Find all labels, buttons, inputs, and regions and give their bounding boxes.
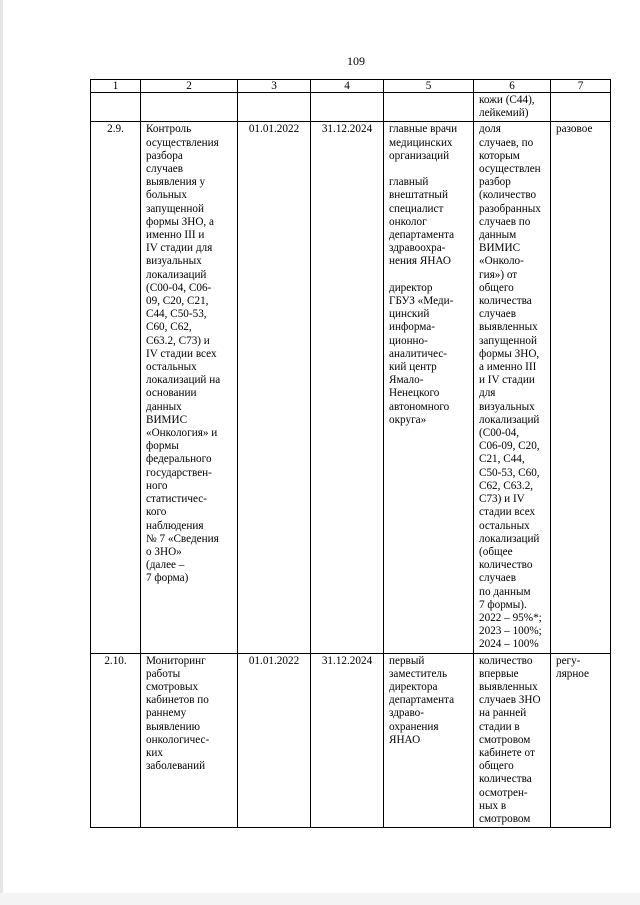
text-line: С63.2, С73) и xyxy=(146,334,210,347)
text-line: формы ЗНО, xyxy=(479,347,540,360)
indicator-cell xyxy=(474,653,551,828)
text-line: случаев, по xyxy=(479,136,534,149)
text-line: выявлению xyxy=(146,720,200,733)
text-line: кабинетов по xyxy=(146,694,209,707)
text-line: директора xyxy=(389,680,438,693)
text-line: № 7 «Сведения xyxy=(146,532,219,545)
table-row xyxy=(91,122,611,653)
text-line: 2024 – 100% xyxy=(479,638,539,651)
text-line: больных xyxy=(146,189,187,202)
text-line: запущенной xyxy=(146,202,204,215)
text-line: С60, С62, xyxy=(146,321,192,334)
text-line: локализаций на xyxy=(146,374,221,387)
measure-cell xyxy=(141,653,238,828)
text-line: разбора xyxy=(146,149,183,162)
text-line: ционно- xyxy=(389,334,428,347)
text-line: охранения xyxy=(389,720,439,733)
text-line: осуществления xyxy=(146,136,219,149)
text-line: которым xyxy=(479,149,520,162)
text-line: IV стадии всех xyxy=(146,347,217,360)
text-line: (далее – xyxy=(146,559,185,572)
text-line: автономного xyxy=(389,400,450,413)
cell-empty xyxy=(551,93,611,122)
column-number: 3 xyxy=(238,80,311,93)
text-line: главные врачи xyxy=(389,123,458,136)
text-line: кожи (С44), xyxy=(479,94,535,106)
text-line: здравоохра- xyxy=(389,242,446,255)
text-line: ВИМИС xyxy=(146,413,188,426)
column-number: 2 xyxy=(141,80,238,93)
text-line: гия») от xyxy=(479,268,518,281)
text-line: визуальных xyxy=(479,400,535,413)
text-line: специалист xyxy=(389,202,444,215)
text-line: информа- xyxy=(389,321,435,334)
scan-left-edge xyxy=(0,0,3,905)
responsible-cell xyxy=(384,653,474,828)
text-line: Ненецкого xyxy=(389,387,440,400)
text-line: данным xyxy=(479,229,517,242)
text-line: цинский xyxy=(389,308,430,321)
end-date: 31.12.2024 xyxy=(311,653,384,828)
text-line: разобранных xyxy=(479,202,541,215)
text-line: ЯНАО xyxy=(389,733,421,746)
text-line: «Онколо- xyxy=(479,255,524,268)
text-line: случаев по xyxy=(479,215,531,228)
page-number: 109 xyxy=(347,54,365,68)
text-line: главный xyxy=(389,176,429,189)
text-line: визуальных xyxy=(146,255,202,268)
text-line: С21, С44, xyxy=(479,453,525,466)
group-gap xyxy=(389,269,468,282)
text-line: количество xyxy=(479,654,533,667)
text-line: случаев xyxy=(479,308,516,321)
text-line: смотровом xyxy=(479,812,531,825)
text-line: IV стадии для xyxy=(146,242,213,255)
text-line: формы xyxy=(146,440,179,453)
text-line: а именно III xyxy=(479,361,537,374)
text-line: С50-53, С60, xyxy=(479,466,540,479)
text-line: нения ЯНАО xyxy=(389,255,452,268)
scan-bottom-edge xyxy=(0,893,640,905)
text-line: Мониторинг xyxy=(146,654,206,667)
text-line: онкологичес- xyxy=(146,733,210,746)
measures-table xyxy=(90,79,611,828)
text-line: разбор xyxy=(479,176,511,189)
text-line: ких xyxy=(146,746,164,759)
text-line: количества xyxy=(479,773,532,786)
text-line: (С00-04, С06- xyxy=(146,281,212,294)
periodicity-cell xyxy=(551,122,611,653)
text-line: данных xyxy=(146,400,182,413)
text-line: разовое xyxy=(556,123,593,136)
text-line: заболеваний xyxy=(146,760,206,773)
text-line: случаев ЗНО xyxy=(479,694,541,707)
text-line: Ямало- xyxy=(389,374,424,387)
text-line: лярное xyxy=(556,667,590,680)
text-line: работы xyxy=(146,667,181,680)
text-line: заместитель xyxy=(389,667,448,680)
text-line: основании xyxy=(146,387,197,400)
text-line: впервые xyxy=(479,667,519,680)
text-line: для xyxy=(479,387,496,400)
text-line: ГБУЗ «Меди- xyxy=(389,295,454,308)
text-line: доля xyxy=(479,123,501,136)
column-number: 6 xyxy=(474,80,551,93)
text-line: организаций xyxy=(389,149,450,162)
cell-empty xyxy=(91,93,141,122)
text-line: смотровых xyxy=(146,680,199,693)
text-line: департамента xyxy=(389,694,455,707)
text-line: онколог xyxy=(389,215,427,228)
cell-empty xyxy=(238,93,311,122)
column-number: 7 xyxy=(551,80,611,93)
text-line: запущенной xyxy=(479,334,537,347)
text-line: случаев xyxy=(479,572,516,585)
text-line: осмотрен- xyxy=(479,786,528,799)
text-line: директор xyxy=(389,281,433,294)
indicator-cell xyxy=(474,122,551,653)
text-line: Контроль xyxy=(146,123,192,136)
continuation-row xyxy=(91,93,611,122)
text-line: наблюдения xyxy=(146,519,204,532)
text-line: С73) и IV xyxy=(479,493,525,506)
text-line: локализаций xyxy=(479,532,540,545)
text-line: количества xyxy=(479,295,532,308)
text-line: департамента xyxy=(389,229,455,242)
text-line: по данным xyxy=(479,585,531,598)
cell-empty xyxy=(141,93,238,122)
text-line: статистичес- xyxy=(146,493,207,506)
text-line: С06-09, С20, xyxy=(479,440,540,453)
cell-empty xyxy=(384,93,474,122)
column-number: 4 xyxy=(311,80,384,93)
column-number: 5 xyxy=(384,80,474,93)
text-line: 2023 – 100%; xyxy=(479,625,542,638)
row-number: 2.10. xyxy=(91,653,141,828)
text-line: локализаций xyxy=(146,268,207,281)
text-line: первый xyxy=(389,654,425,667)
column-number: 1 xyxy=(91,80,141,93)
column-number-row xyxy=(91,80,611,93)
measure-cell xyxy=(141,122,238,653)
text-line: ных в xyxy=(479,799,507,812)
start-date: 01.01.2022 xyxy=(238,653,311,828)
text-line: регу- xyxy=(556,654,581,667)
text-line: кий центр xyxy=(389,361,437,374)
end-date: 31.12.2024 xyxy=(311,122,384,653)
text-line: стадии всех xyxy=(479,506,536,519)
row-number: 2.9. xyxy=(91,122,141,653)
text-line: (С00-04, xyxy=(479,427,520,440)
text-line: здраво- xyxy=(389,707,424,720)
text-line: (общее xyxy=(479,545,513,558)
text-line: остальных xyxy=(479,519,530,532)
text-line: ВИМИС xyxy=(479,242,521,255)
text-line: выявления у xyxy=(146,176,206,189)
cell-empty xyxy=(311,93,384,122)
text-line: аналитичес- xyxy=(389,347,448,360)
text-line: локализаций xyxy=(479,413,540,426)
text-line: кабинете от xyxy=(479,746,535,759)
start-date: 01.01.2022 xyxy=(238,122,311,653)
text-line: раннему xyxy=(146,707,187,720)
text-line: государствен- xyxy=(146,466,212,479)
text-line: округа» xyxy=(389,413,427,426)
text-line: лейкемий) xyxy=(479,107,529,120)
text-line: смотровом xyxy=(479,733,531,746)
text-line: 09, С20, С21, xyxy=(146,295,209,308)
indicator-cell xyxy=(474,93,551,122)
text-line: «Онкология» и xyxy=(146,427,218,440)
text-line: остальных xyxy=(146,361,197,374)
text-line: количество xyxy=(479,559,533,572)
text-line: ного xyxy=(146,479,168,492)
text-line: медицинских xyxy=(389,136,453,149)
periodicity-cell xyxy=(551,653,611,828)
text-line: именно III и xyxy=(146,229,205,242)
text-line: (количество xyxy=(479,189,537,202)
text-line: общего xyxy=(479,281,514,294)
text-line: выявленных xyxy=(479,680,538,693)
text-line: общего xyxy=(479,760,514,773)
text-line: федерального xyxy=(146,453,212,466)
group-gap xyxy=(389,163,468,176)
text-line: 7 форма) xyxy=(146,572,189,585)
text-line: 2022 – 95%*; xyxy=(479,611,542,624)
text-line: случаев xyxy=(146,163,183,176)
text-line: осуществлен xyxy=(479,163,541,176)
text-line: 7 формы). xyxy=(479,598,527,611)
text-line: С62, С63.2, xyxy=(479,479,534,492)
text-line: на ранней xyxy=(479,707,527,720)
text-line: и IV стадии xyxy=(479,374,535,387)
text-line: выявленных xyxy=(479,321,538,334)
text-line: С44, С50-53, xyxy=(146,308,207,321)
text-line: внештатный xyxy=(389,189,448,202)
responsible-cell xyxy=(384,122,474,653)
table-row xyxy=(91,653,611,828)
text-line: стадии в xyxy=(479,720,520,733)
text-line: формы ЗНО, а xyxy=(146,215,214,228)
text-line: о ЗНО» xyxy=(146,545,182,558)
text-line: кого xyxy=(146,506,167,519)
